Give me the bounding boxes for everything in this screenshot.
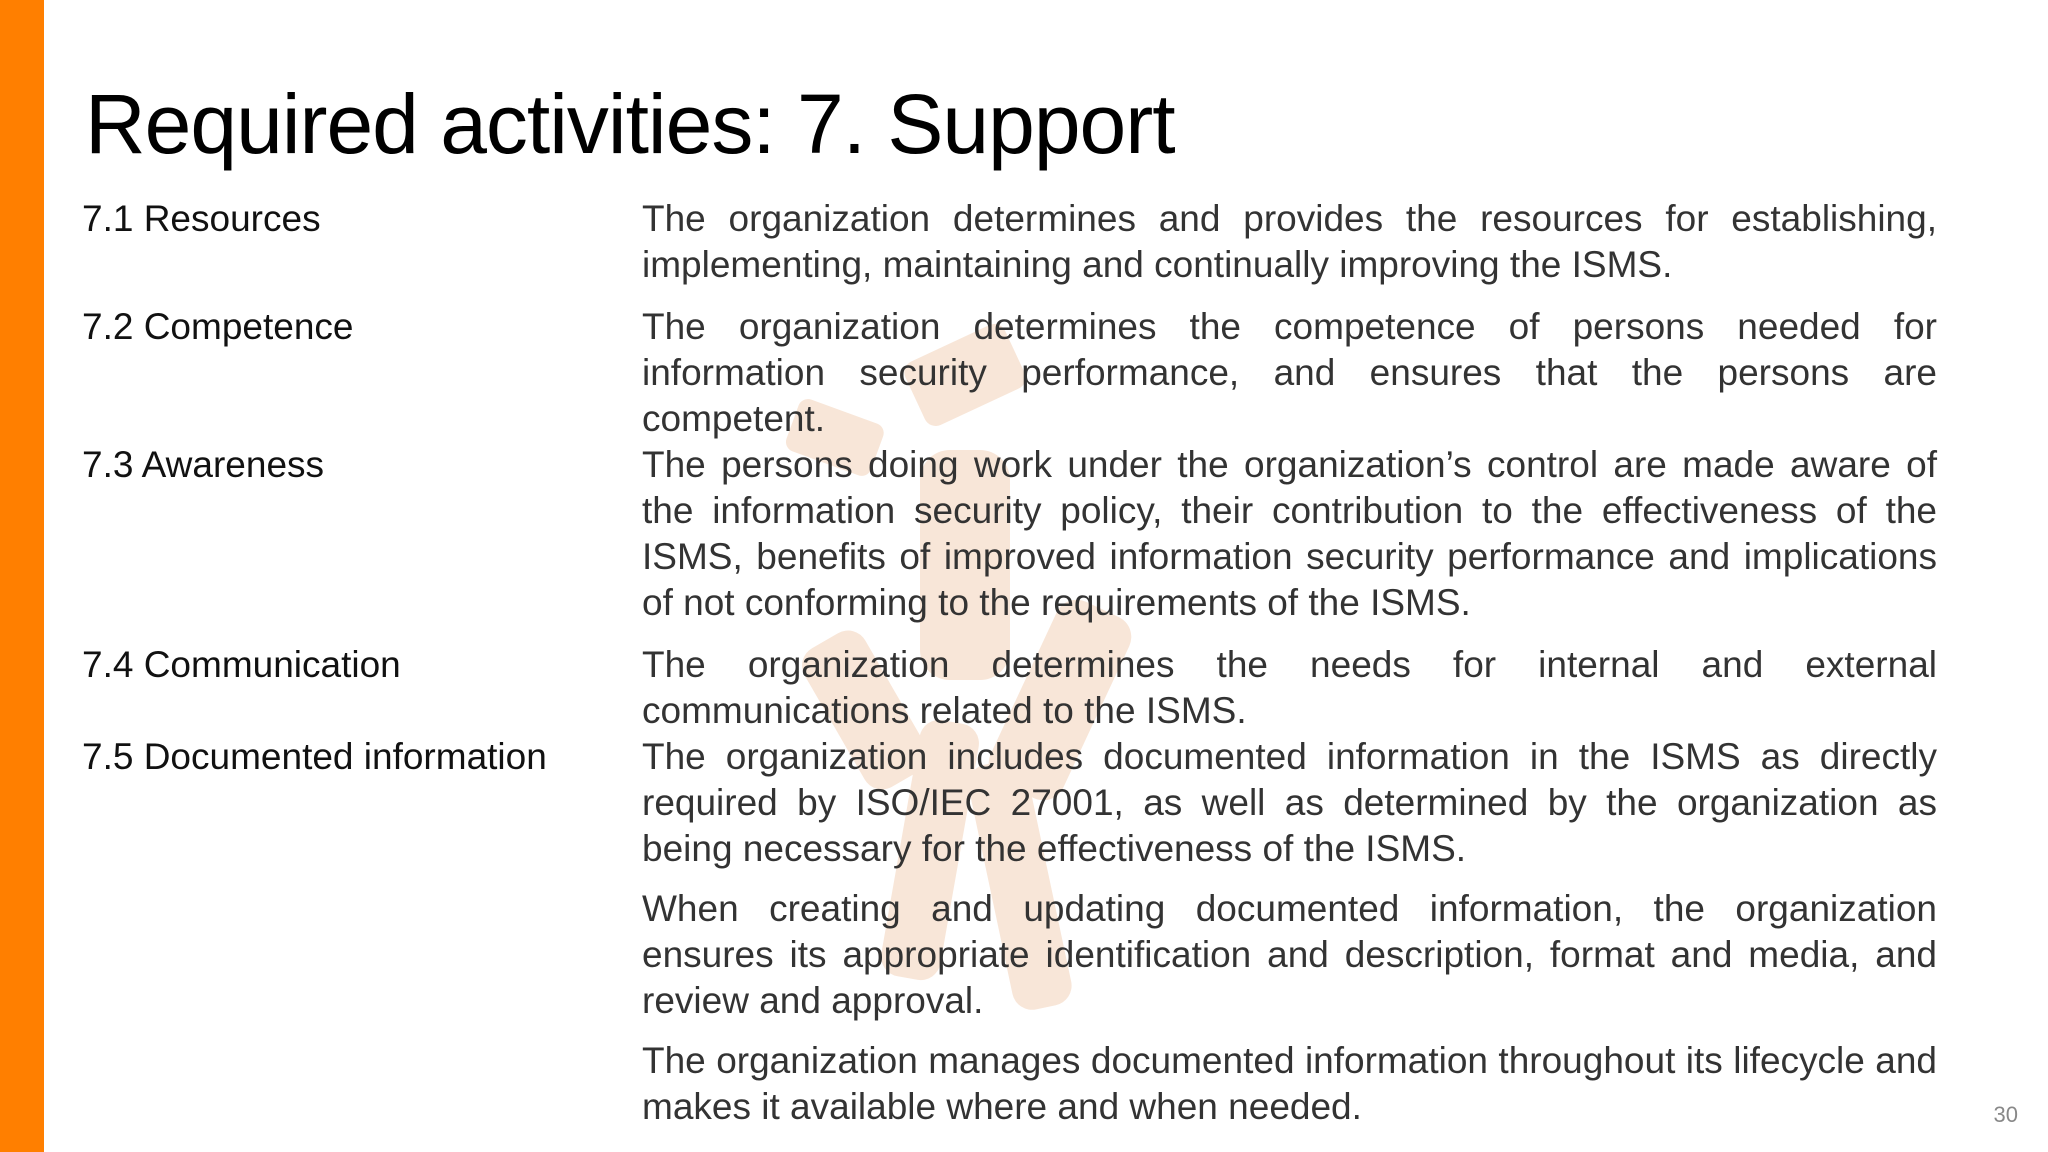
section-body xyxy=(642,304,1937,442)
sections-table xyxy=(82,196,1937,1130)
section-body xyxy=(642,734,1937,1130)
section-label: 7.5 Documented information xyxy=(82,736,547,777)
section-paragraph: The organization manages documented information throughout its lifecycle and makes it available where and when needed. xyxy=(642,1040,1937,1127)
section-body xyxy=(642,196,1937,288)
section-label: 7.4 Communication xyxy=(82,644,401,685)
section-row-competence xyxy=(82,304,1937,442)
section-paragraph: The organization determines the competence of persons needed for information security performance, and ensures that the persons are competent. xyxy=(642,306,1937,439)
page-number: 30 xyxy=(1993,1102,2018,1127)
section-label: 7.2 Competence xyxy=(82,306,354,347)
section-paragraph: The persons doing work under the organization’s control are made aware of the information security policy, their contribution to the effectiveness of the ISMS, benefits of improved information security performance and implications of not conforming to the requirements of the ISMS. xyxy=(642,444,1937,623)
section-paragraph: When creating and updating documented information, the organization ensures its appropriate identification and description, format and media, and review and approval. xyxy=(642,888,1937,1021)
slide-title: Required activities: 7. Support xyxy=(85,77,1175,171)
section-row-awareness xyxy=(82,442,1937,626)
section-body xyxy=(642,442,1937,626)
section-label: 7.3 Awareness xyxy=(82,444,325,485)
accent-bar xyxy=(0,0,44,1152)
section-paragraph: The organization determines the needs for internal and external communications related to the ISMS. xyxy=(642,644,1937,731)
section-body xyxy=(642,642,1937,734)
section-row-resources xyxy=(82,196,1937,288)
section-paragraph: The organization includes documented information in the ISMS as directly required by ISO/IEC 27001, as well as determined by the organization as being necessary for the effectiveness of the ISMS. xyxy=(642,736,1937,869)
section-row-communication xyxy=(82,642,1937,734)
section-row-documented-information xyxy=(82,734,1937,1130)
section-label: 7.1 Resources xyxy=(82,198,321,239)
section-paragraph: The organization determines and provides the resources for establishing, implementing, maintaining and continually improving the ISMS. xyxy=(642,198,1937,285)
